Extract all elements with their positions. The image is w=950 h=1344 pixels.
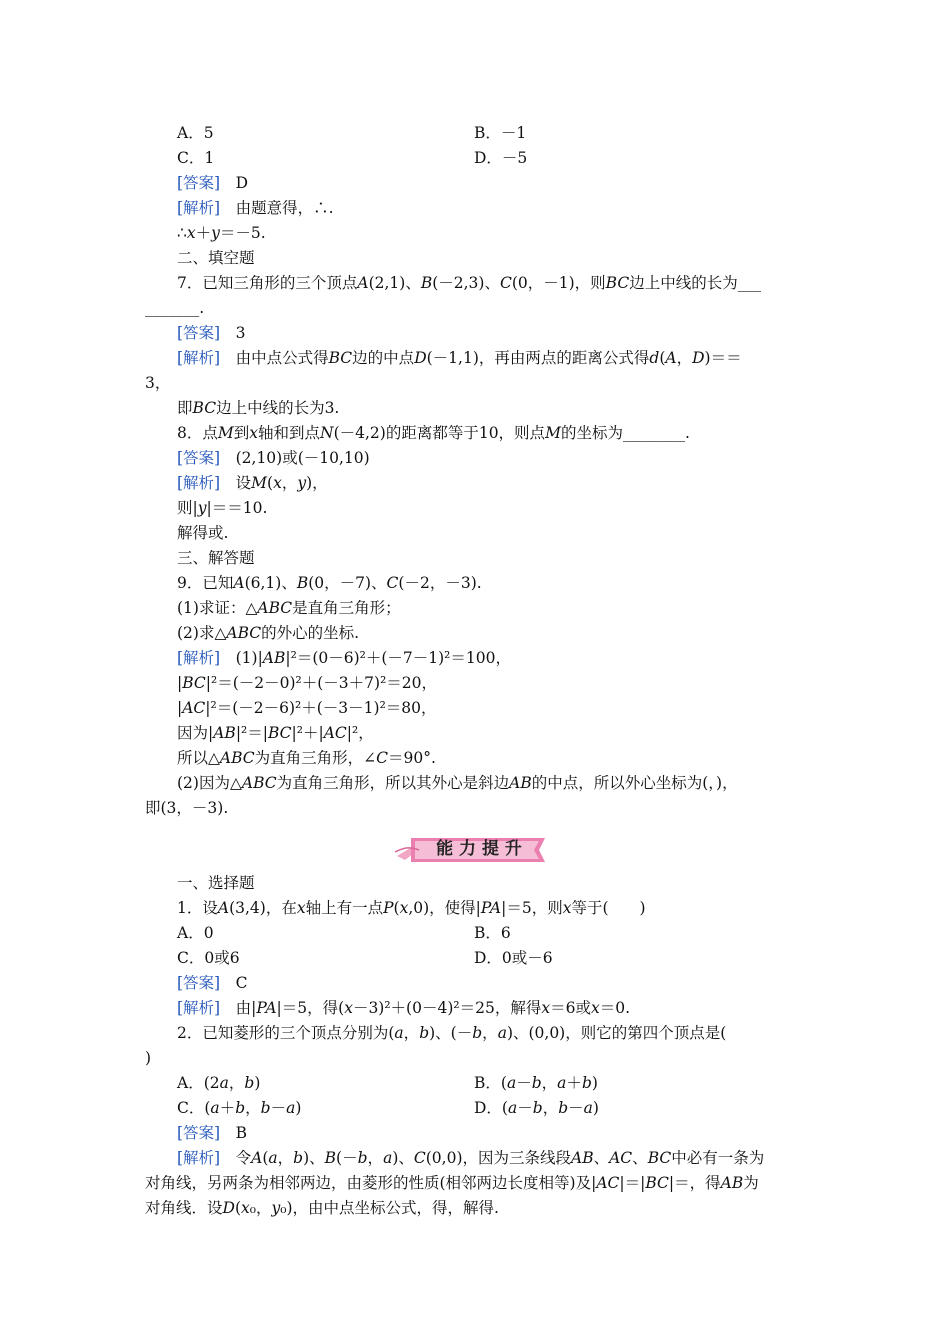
math-variable: B <box>296 574 309 592</box>
math-variable: a <box>219 1074 229 1092</box>
text-line <box>177 673 437 693</box>
math-variable: a <box>394 1024 404 1042</box>
math-variable: d <box>649 349 660 367</box>
text-line <box>145 798 228 818</box>
math-variable: b <box>531 1074 542 1092</box>
text-line <box>474 123 526 143</box>
math-variable: BC <box>645 1174 669 1192</box>
math-variable: C <box>499 274 512 292</box>
text-segment: 一、选择题 <box>177 874 255 892</box>
text-segment: |²＝(－2－0)²＋(－3＋7)²＝20， <box>205 674 438 692</box>
text-segment: 是直角三角形； <box>292 599 401 617</box>
text-segment: |²， <box>346 724 374 742</box>
math-variable: BC <box>647 1149 672 1167</box>
text-segment: (3,4)，在 <box>229 899 297 917</box>
text-segment: 1．设 <box>177 899 218 917</box>
text-line <box>145 373 170 393</box>
text-segment: ) <box>592 1099 599 1117</box>
math-variable: B <box>324 1149 337 1167</box>
text-segment: |²＝(－2－6)²＋(－3－1)²＝80， <box>205 699 437 717</box>
text-line <box>177 248 255 268</box>
math-variable: x <box>541 999 551 1017</box>
math-variable: b <box>419 1024 430 1042</box>
text-segment: －3)²＋(0－4)²＝25，解得 <box>352 999 542 1017</box>
text-segment: 由| <box>220 999 257 1017</box>
text-line <box>177 1098 301 1118</box>
text-segment: B．( <box>474 1074 507 1092</box>
banner-title: 能 力 提 升 <box>436 839 522 859</box>
text-line <box>145 1048 151 1068</box>
math-variable: M <box>545 424 561 442</box>
math-variable: B <box>420 274 433 292</box>
text-segment: C．1 <box>177 149 215 167</box>
text-segment: 等于( ) <box>571 899 646 917</box>
math-variable: D <box>692 349 705 367</box>
text-segment: ₀)，由中点坐标公式，得，解得. <box>280 1199 499 1217</box>
text-segment: ， <box>676 349 693 367</box>
text-segment: ( <box>267 474 274 492</box>
text-segment: (2)因为△ <box>177 774 242 792</box>
text-segment: ( <box>659 349 666 367</box>
math-variable: A <box>217 899 230 917</box>
math-variable: BC <box>328 349 353 367</box>
text-segment: D．－5 <box>474 149 528 167</box>
text-line <box>177 1073 260 1093</box>
math-variable: A <box>233 574 245 592</box>
math-variable: x <box>249 424 259 442</box>
text-segment: 8．点 <box>177 424 218 442</box>
math-variable: y <box>271 1199 281 1217</box>
math-variable: A <box>357 274 369 292</box>
text-segment: ， <box>228 1074 245 1092</box>
text-segment: ) <box>145 1049 152 1067</box>
text-segment: 边上中线的长为___ <box>629 274 761 292</box>
math-variable: b <box>260 1099 271 1117</box>
text-segment: 7．已知三角形的三个顶点 <box>177 274 358 292</box>
text-segment: D．( <box>474 1099 508 1117</box>
math-variable: M <box>217 424 234 442</box>
math-variable: M <box>251 474 267 492</box>
math-variable: y <box>297 474 307 492</box>
text-segment: (6,1)、 <box>244 574 297 592</box>
math-variable: AB <box>720 1174 744 1192</box>
text-line <box>177 1023 726 1043</box>
text-line <box>177 223 266 243</box>
text-line <box>177 723 374 743</box>
math-variable: b <box>235 1099 246 1117</box>
math-variable: x <box>273 474 282 492</box>
text-line <box>145 298 204 318</box>
math-variable: y <box>197 499 207 517</box>
answer-tag: [答案] <box>177 974 221 992</box>
answer-tag: [解析] <box>177 474 221 492</box>
text-segment: )＝＝ <box>704 349 742 367</box>
text-segment: 边的中点 <box>352 349 415 367</box>
text-line <box>177 998 630 1018</box>
text-segment: 3 <box>220 324 246 342</box>
math-variable: b <box>357 1149 368 1167</box>
text-segment: 因为| <box>177 724 214 742</box>
text-segment: (1)求证：△ <box>177 599 258 617</box>
math-variable: x <box>344 999 353 1017</box>
text-segment: 对角线．设 <box>145 1199 223 1217</box>
math-variable: PA <box>256 999 277 1017</box>
text-line <box>177 1148 764 1168</box>
math-variable: AC <box>596 1174 620 1192</box>
text-segment: ( <box>262 1149 269 1167</box>
text-line <box>474 1098 599 1118</box>
text-line <box>177 423 690 443</box>
text-line <box>177 448 370 468</box>
text-segment: ， <box>542 1099 559 1117</box>
text-line <box>177 348 742 368</box>
text-line <box>177 873 255 893</box>
text-segment: ( <box>234 1199 242 1217</box>
math-variable: x <box>562 899 572 917</box>
text-segment: D <box>220 174 249 192</box>
text-segment: _______. <box>145 299 205 317</box>
text-segment: (0，－7)、 <box>308 574 387 592</box>
text-segment: 的中点，所以外心坐标为(，)， <box>531 774 738 792</box>
text-segment: A．5 <box>177 124 214 142</box>
text-segment: (1)| <box>220 649 263 667</box>
text-line <box>177 323 245 343</box>
math-variable: N <box>320 424 334 442</box>
text-line <box>474 1073 598 1093</box>
text-line <box>177 573 482 593</box>
text-segment: )、 <box>303 1149 325 1167</box>
text-line <box>177 748 436 768</box>
text-line <box>177 473 328 493</box>
text-segment: 由题意得，∴. <box>220 199 334 217</box>
text-segment: A．0 <box>177 924 214 942</box>
answer-tag: [答案] <box>177 324 221 342</box>
math-variable: AB <box>509 774 532 792</box>
text-segment: 、 <box>632 1149 648 1167</box>
text-segment: 为 <box>743 1174 759 1192</box>
text-line <box>177 273 761 293</box>
text-segment: ) <box>254 1074 261 1092</box>
math-variable: PA <box>480 899 502 917</box>
math-variable: ABC <box>219 749 255 767</box>
text-segment: A．(2 <box>177 1074 220 1092</box>
text-segment: 9．已知 <box>177 574 234 592</box>
text-segment: ∴ <box>177 224 187 242</box>
text-segment: ,0)，使得| <box>408 899 481 917</box>
answer-tag: [解析] <box>177 1149 221 1167</box>
text-line <box>145 1173 759 1193</box>
text-segment: ， <box>367 1149 384 1167</box>
math-variable: AB <box>262 649 286 667</box>
text-line <box>177 923 214 943</box>
text-line <box>177 698 437 718</box>
text-segment: (－2,3)、 <box>432 274 500 292</box>
text-segment: 的外心的坐标. <box>261 624 360 642</box>
text-line <box>177 623 359 643</box>
text-segment: (2,1)、 <box>368 274 421 292</box>
text-segment: 所以△ <box>177 749 220 767</box>
text-segment: |²＝| <box>235 724 268 742</box>
text-segment: C．0或6 <box>177 949 240 967</box>
text-segment: ＋ <box>219 1099 236 1117</box>
text-segment: 令 <box>220 1149 252 1167</box>
math-variable: ABC <box>257 599 293 617</box>
text-line <box>177 648 511 668</box>
text-segment: (－1,1)，再由两点的距离公式得 <box>426 349 650 367</box>
math-variable: A <box>251 1149 263 1167</box>
text-segment: )、(－ <box>429 1024 473 1042</box>
text-line <box>177 973 247 993</box>
text-segment: B．－1 <box>474 124 527 142</box>
text-segment: － <box>517 1099 533 1117</box>
text-segment: ＋ <box>195 224 212 242</box>
text-segment: (0,0)，因为三条线段 <box>425 1149 571 1167</box>
answer-tag: [解析] <box>177 649 221 667</box>
text-segment: ， <box>281 474 298 492</box>
text-segment: ＝90°. <box>388 749 436 767</box>
text-segment: 三、解答题 <box>177 549 255 567</box>
math-variable: x <box>241 1199 250 1217</box>
math-variable: x <box>590 999 600 1017</box>
text-segment: － <box>568 1099 584 1117</box>
math-variable: ABC <box>241 774 277 792</box>
math-variable: ABC <box>226 624 262 642</box>
text-segment: ， <box>403 1024 420 1042</box>
math-variable: AC <box>182 699 206 717</box>
text-line <box>177 523 228 543</box>
text-segment: B <box>220 1124 247 1142</box>
text-segment: 设 <box>220 474 252 492</box>
text-segment: | <box>177 699 183 717</box>
math-variable: D <box>222 1199 235 1217</box>
text-segment: ， <box>482 1024 498 1042</box>
math-variable: b <box>558 1099 569 1117</box>
math-variable: C <box>386 574 399 592</box>
text-segment: ＝6或 <box>550 999 591 1017</box>
answer-tag: [解析] <box>177 199 221 217</box>
text-segment: )、(0,0)，则它的第四个顶点是( <box>506 1024 727 1042</box>
text-segment: 到 <box>233 424 250 442</box>
text-segment: 为直角三角形，所以其外心是斜边 <box>276 774 510 792</box>
text-line <box>177 498 267 518</box>
math-variable: BC <box>192 399 217 417</box>
text-line <box>177 398 339 418</box>
answer-tag: [答案] <box>177 1124 221 1142</box>
math-variable: AC <box>323 724 347 742</box>
math-variable: a <box>557 1074 567 1092</box>
text-segment: － <box>516 1074 532 1092</box>
text-segment: D．0或－6 <box>474 949 553 967</box>
math-variable: A <box>665 349 677 367</box>
math-variable: a <box>268 1149 278 1167</box>
math-variable: a <box>583 1099 593 1117</box>
text-segment: 则| <box>177 499 198 517</box>
text-line <box>474 948 553 968</box>
text-segment: 对角线，另两条为相邻两边，由菱形的性质(相邻两边长度相等)及| <box>145 1174 597 1192</box>
text-segment: (2,10)或(－10,10) <box>220 449 370 467</box>
text-segment: (2)求△ <box>177 624 227 642</box>
text-segment: 2．已知菱形的三个顶点分别为( <box>177 1024 395 1042</box>
text-segment: 轴上有一点 <box>305 899 384 917</box>
text-segment: 轴和到点 <box>258 424 321 442</box>
text-segment: ₀， <box>249 1199 272 1217</box>
text-line <box>177 598 401 618</box>
text-segment: (－ <box>336 1149 358 1167</box>
math-variable: b <box>532 1099 543 1117</box>
text-segment: C．( <box>177 1099 211 1117</box>
math-variable: a <box>210 1099 220 1117</box>
text-segment: |＝5，得( <box>276 999 345 1017</box>
math-variable: a <box>286 1099 296 1117</box>
math-variable: P <box>383 899 394 917</box>
text-segment: |＝，得 <box>668 1174 721 1192</box>
text-line <box>177 123 214 143</box>
section-banner <box>393 832 553 866</box>
text-segment: 边上中线的长为3. <box>216 399 340 417</box>
text-segment: ， <box>541 1074 558 1092</box>
text-line <box>474 923 511 943</box>
text-line <box>177 548 255 568</box>
text-line <box>177 198 334 218</box>
math-variable: x <box>186 224 196 242</box>
text-segment: 、 <box>593 1149 610 1167</box>
math-variable: x <box>296 899 306 917</box>
text-line <box>145 1198 499 1218</box>
math-variable: b <box>293 1149 304 1167</box>
text-line <box>177 1123 247 1143</box>
math-variable: AB <box>571 1149 594 1167</box>
text-segment: － <box>270 1099 287 1117</box>
answer-tag: [答案] <box>177 174 221 192</box>
text-segment: |＝| <box>619 1174 646 1192</box>
answer-tag: [答案] <box>177 449 221 467</box>
text-segment: |＝＝10. <box>206 499 268 517</box>
text-segment: C <box>220 974 248 992</box>
text-segment: 即 <box>177 399 193 417</box>
math-variable: C <box>376 749 389 767</box>
text-segment: 3， <box>145 374 171 392</box>
text-segment: 由中点公式得 <box>220 349 329 367</box>
math-variable: BC <box>268 724 292 742</box>
text-segment: ＝－5. <box>219 224 266 242</box>
text-segment: |＝5，则 <box>501 899 563 917</box>
math-variable: a <box>507 1099 518 1117</box>
math-variable: BC <box>182 674 206 692</box>
math-variable: C <box>413 1149 426 1167</box>
text-line <box>177 948 240 968</box>
text-segment: 二、填空题 <box>177 249 255 267</box>
text-segment: ， <box>277 1149 294 1167</box>
text-line <box>474 148 527 168</box>
answer-tag: [解析] <box>177 999 221 1017</box>
math-variable: a <box>497 1024 507 1042</box>
text-segment: ( <box>393 899 400 917</box>
math-variable: AB <box>213 724 236 742</box>
math-variable: D <box>414 349 427 367</box>
text-segment: (0，－1)，则 <box>511 274 606 292</box>
math-variable: b <box>472 1024 483 1042</box>
text-segment: (－2，－3). <box>398 574 482 592</box>
text-segment: ) <box>295 1099 302 1117</box>
text-line <box>177 898 646 918</box>
math-variable: AC <box>609 1149 633 1167</box>
math-variable: y <box>211 224 220 242</box>
text-segment: |²＝(0－6)²＋(－7－1)²＝100， <box>285 649 511 667</box>
text-segment: | <box>177 674 183 692</box>
text-segment: ) <box>591 1074 598 1092</box>
text-segment: 的坐标为________. <box>560 424 690 442</box>
text-segment: )， <box>306 474 328 492</box>
math-variable: x <box>399 899 409 917</box>
text-segment: ＝0. <box>599 999 630 1017</box>
math-variable: b <box>244 1074 255 1092</box>
text-line <box>177 773 738 793</box>
text-segment: B．6 <box>474 924 511 942</box>
text-segment: 解得或. <box>177 524 229 542</box>
math-variable: a <box>506 1074 517 1092</box>
text-segment: 即(3，－3). <box>145 799 229 817</box>
text-segment: ， <box>245 1099 261 1117</box>
answer-tag: [解析] <box>177 349 221 367</box>
text-segment: (－4,2)的距离都等于10，则点 <box>333 424 546 442</box>
text-segment: 中必有一条为 <box>671 1149 765 1167</box>
text-segment: ＋ <box>566 1074 582 1092</box>
text-segment: )、 <box>392 1149 414 1167</box>
text-line <box>177 173 248 193</box>
text-segment: 为直角三角形，∠ <box>254 749 377 767</box>
math-variable: b <box>581 1074 592 1092</box>
math-variable: a <box>383 1149 393 1167</box>
math-variable: BC <box>605 274 630 292</box>
text-line <box>177 148 214 168</box>
text-segment: |²＋| <box>291 724 324 742</box>
